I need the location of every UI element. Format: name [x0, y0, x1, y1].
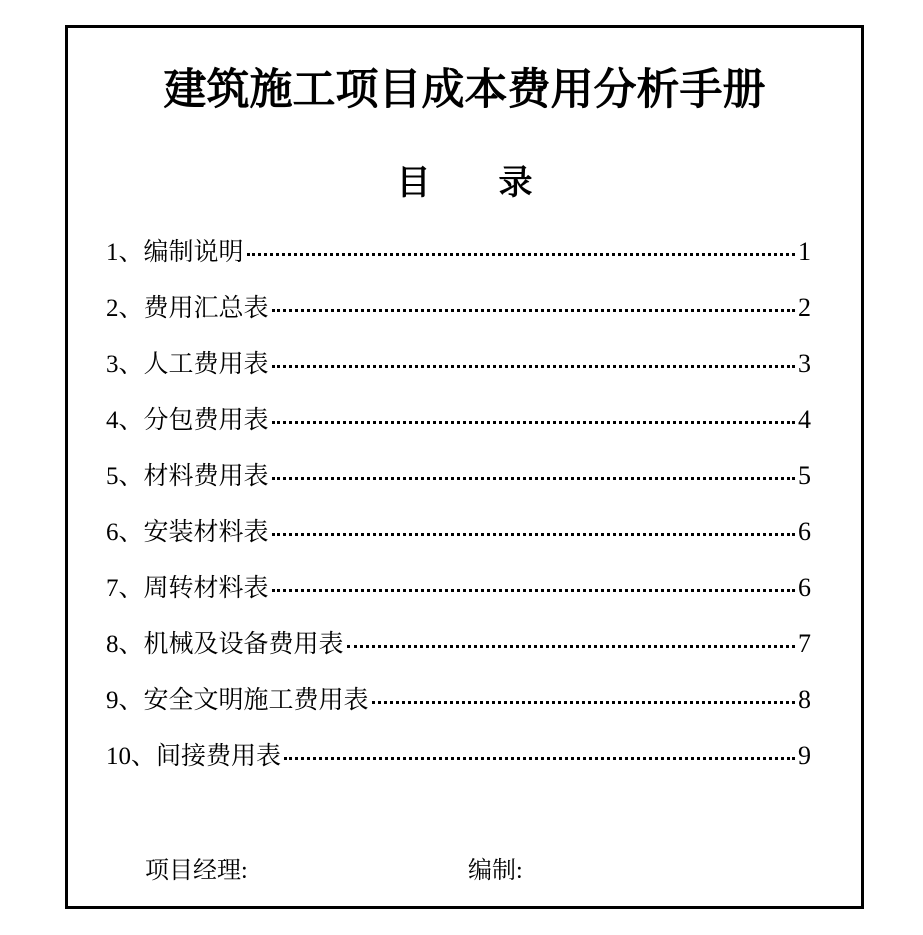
toc-entry-label: 3、人工费用表	[106, 350, 269, 378]
toc-entry-label: 4、分包费用表	[106, 406, 269, 434]
toc-entry-page-number: 6	[798, 573, 811, 602]
toc-entry-page-number: 1	[798, 237, 811, 266]
toc-entry	[106, 728, 811, 784]
dot-leader	[347, 645, 795, 648]
toc-entry-page-number: 2	[798, 293, 811, 322]
toc-entry	[106, 336, 811, 392]
dot-leader	[272, 589, 795, 592]
dot-leader	[372, 701, 795, 704]
dot-leader	[272, 421, 795, 424]
toc-entry-page-number: 7	[798, 629, 811, 658]
toc-entry-label: 5、材料费用表	[106, 462, 269, 490]
page-border	[65, 25, 864, 909]
dot-leader	[247, 253, 795, 256]
toc-entry	[106, 280, 811, 336]
toc-entry	[106, 448, 811, 504]
toc-entry	[106, 616, 811, 672]
toc-entry-page-number: 9	[798, 741, 811, 770]
dot-leader	[284, 757, 795, 760]
toc-entry-page-number: 4	[798, 405, 811, 434]
toc-entry-label: 1、编制说明	[106, 238, 244, 266]
dot-leader	[272, 365, 795, 368]
toc-list	[106, 224, 811, 784]
toc-entry-label: 9、安全文明施工费用表	[106, 686, 369, 714]
toc-entry	[106, 392, 811, 448]
toc-entry-page-number: 5	[798, 461, 811, 490]
dot-leader	[272, 533, 795, 536]
document-title: 建筑施工项目成本费用分析手册	[163, 67, 766, 114]
toc-entry-page-number: 3	[798, 349, 811, 378]
toc-entry-page-number: 8	[798, 685, 811, 714]
project-manager-label: 项目经理:	[145, 858, 248, 884]
toc-entry	[106, 560, 811, 616]
dot-leader	[272, 309, 795, 312]
toc-entry-page-number: 6	[798, 517, 811, 546]
toc-entry	[106, 672, 811, 728]
toc-heading: 目 录	[396, 165, 533, 202]
toc-entry-label: 2、费用汇总表	[106, 294, 269, 322]
toc-entry	[106, 504, 811, 560]
toc-entry	[106, 224, 811, 280]
compiler-label: 编制:	[468, 858, 523, 884]
toc-entry-label: 6、安装材料表	[106, 518, 269, 546]
toc-entry-label: 8、机械及设备费用表	[106, 630, 344, 658]
dot-leader	[272, 477, 795, 480]
toc-entry-label: 10、间接费用表	[106, 742, 282, 770]
toc-entry-label: 7、周转材料表	[106, 574, 269, 602]
